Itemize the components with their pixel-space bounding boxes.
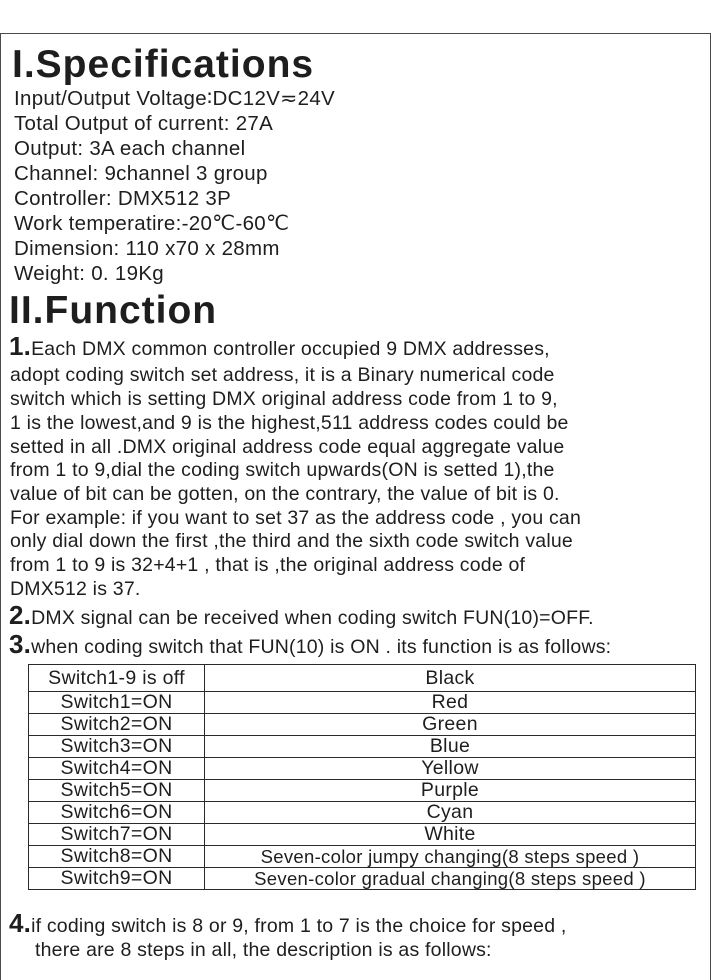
function-item-1-line: 1 is the lowest,and 9 is the highest,511 address codes could be bbox=[10, 412, 569, 434]
function-item-1-line: For example: if you want to set 37 as the address code , you can bbox=[10, 507, 582, 529]
spec-channel: Channel: 9channel 3 group bbox=[14, 162, 268, 185]
function-item-2: 2.DMX signal can be received when coding switch FUN(10)=OFF. bbox=[9, 600, 594, 630]
spec-voltage: Input/Output Voltage∶DC12V≂24V bbox=[14, 87, 335, 110]
switch-function-table bbox=[28, 664, 696, 890]
table-row bbox=[29, 868, 696, 890]
switch-setting-cell: Switch7=ON bbox=[29, 824, 205, 846]
function-item-1-line: setted in all .DMX original address code equal aggregate value bbox=[10, 436, 565, 458]
function-item-1-line: only dial down the first ,the third and the sixth code switch value bbox=[10, 530, 573, 552]
function-item-4-line: 4.if coding switch is 8 or 9, from 1 to 7 is the choice for speed , bbox=[9, 908, 567, 938]
switch-function-cell: Green bbox=[205, 714, 696, 736]
switch-setting-cell: Switch6=ON bbox=[29, 802, 205, 824]
switch-setting-cell: Switch9=ON bbox=[29, 868, 205, 890]
switch-setting-cell: Switch1-9 is off bbox=[29, 665, 205, 692]
table-row bbox=[29, 824, 696, 846]
table-row bbox=[29, 802, 696, 824]
spec-output: Output: 3A each channel bbox=[14, 137, 246, 160]
table-row bbox=[29, 665, 696, 692]
function-item-1-line: value of bit can be gotten, on the contrary, the value of bit is 0. bbox=[10, 483, 560, 505]
item-number: 2. bbox=[9, 600, 32, 630]
switch-function-cell: Red bbox=[205, 692, 696, 714]
table-row bbox=[29, 846, 696, 868]
spec-total-current: Total Output of current: 27A bbox=[14, 112, 274, 135]
switch-setting-cell: Switch2=ON bbox=[29, 714, 205, 736]
spec-dimension: Dimension: 110 x70 x 28mm bbox=[14, 237, 280, 260]
table-row bbox=[29, 758, 696, 780]
switch-function-cell: Cyan bbox=[205, 802, 696, 824]
table-row bbox=[29, 780, 696, 802]
switch-function-cell: Seven-color jumpy changing(8 steps speed ) bbox=[205, 846, 696, 868]
function-item-1-line: switch which is setting DMX original address code from 1 to 9, bbox=[10, 388, 558, 410]
switch-setting-cell: Switch5=ON bbox=[29, 780, 205, 802]
item-number: 4. bbox=[9, 908, 32, 938]
switch-function-cell: Black bbox=[205, 665, 696, 692]
switch-function-cell: Yellow bbox=[205, 758, 696, 780]
function-item-3: 3.when coding switch that FUN(10) is ON . its function is as follows: bbox=[9, 629, 612, 659]
spec-controller: Controller: DMX512 3P bbox=[14, 187, 232, 210]
switch-setting-cell: Switch4=ON bbox=[29, 758, 205, 780]
table-row bbox=[29, 736, 696, 758]
switch-setting-cell: Switch8=ON bbox=[29, 846, 205, 868]
spec-weight: Weight: 0. 19Kg bbox=[14, 262, 164, 285]
function-item-4-line: there are 8 steps in all, the description is as follows: bbox=[35, 939, 492, 961]
function-item-1-line: from 1 to 9 is 32+4+1 , that is ,the original address code of bbox=[10, 554, 526, 576]
function-item-1-line: 1.Each DMX common controller occupied 9 DMX addresses, bbox=[9, 331, 550, 361]
table-row bbox=[29, 692, 696, 714]
switch-function-cell: Blue bbox=[205, 736, 696, 758]
switch-setting-cell: Switch3=ON bbox=[29, 736, 205, 758]
function-item-1-line: from 1 to 9,dial the coding switch upwards(ON is setted 1),the bbox=[10, 459, 555, 481]
switch-function-cell: Purple bbox=[205, 780, 696, 802]
switch-setting-cell: Switch1=ON bbox=[29, 692, 205, 714]
function-item-1-line: DMX512 is 37. bbox=[10, 578, 141, 600]
function-item-1-line: adopt coding switch set address, it is a Binary numerical code bbox=[10, 364, 555, 386]
function-heading: II.Function bbox=[9, 289, 218, 332]
switch-function-cell: Seven-color gradual changing(8 steps speed ) bbox=[205, 868, 696, 890]
table-row bbox=[29, 714, 696, 736]
spec-work-temperature: Work temperatire:-20℃-60℃ bbox=[14, 212, 290, 235]
specifications-heading: I.Specifications bbox=[12, 43, 315, 86]
switch-function-cell: White bbox=[205, 824, 696, 846]
item-number: 1. bbox=[9, 331, 32, 361]
item-number: 3. bbox=[9, 629, 32, 659]
